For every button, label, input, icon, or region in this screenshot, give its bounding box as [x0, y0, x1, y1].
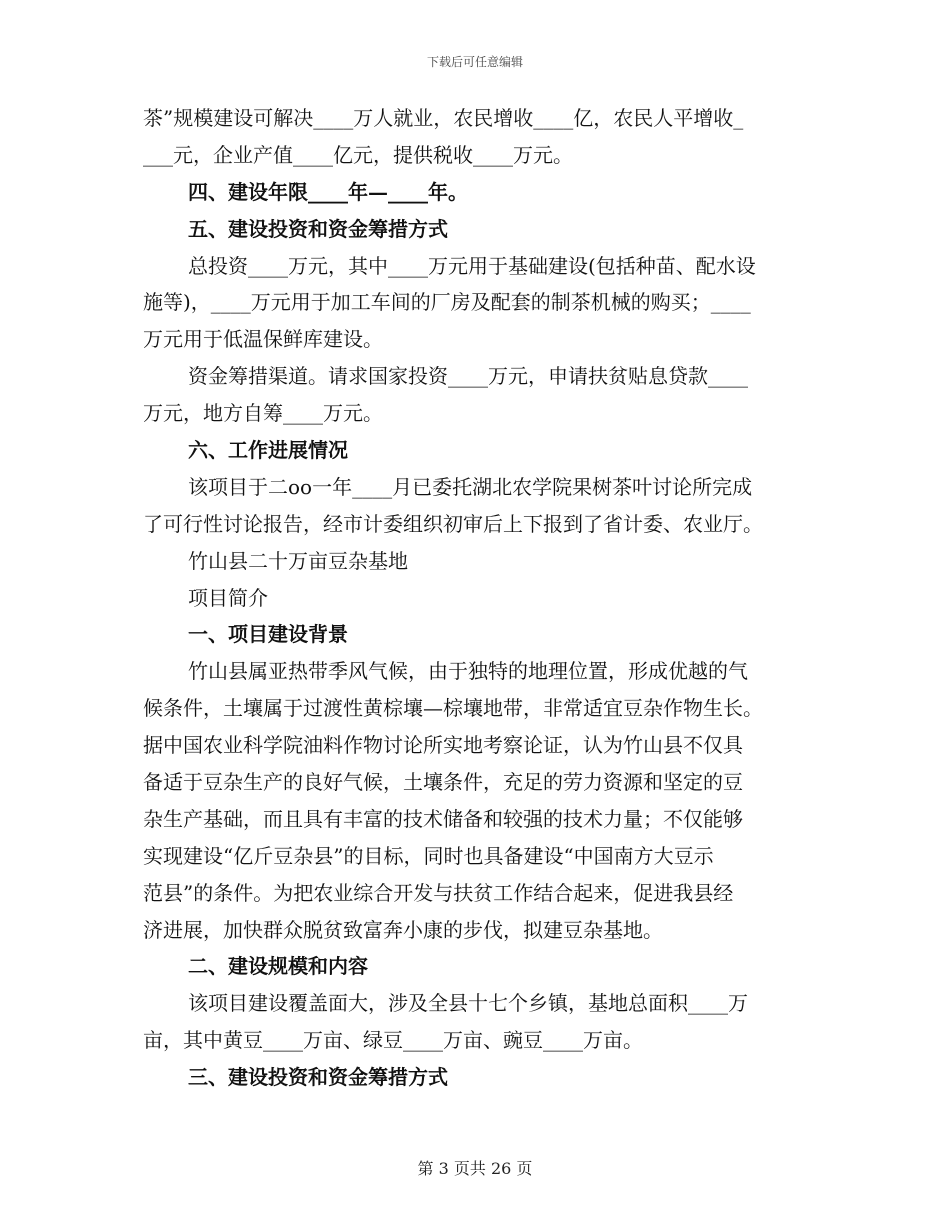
section-heading-line: 四、建设年限____年—____年。	[188, 179, 468, 204]
paragraph-line: 该项目于二oo一年____月已委托湖北农学院果树茶叶讨论所完成	[188, 474, 753, 499]
paragraph-line: 该项目建设覆盖面大，涉及全县十七个乡镇，基地总面积____万	[188, 991, 748, 1016]
paragraph-line: 万元用于低温保鲜库建设。	[143, 327, 383, 352]
paragraph-line: 亩，其中黄豆____万亩、绿豆____万亩、豌豆____万亩。	[143, 1028, 643, 1053]
paragraph-line: 项目简介	[188, 585, 268, 610]
paragraph-line: 杂生产基础，而且具有丰富的技术储备和较强的技术力量；不仅能够	[143, 806, 743, 831]
paragraph-line: 据中国农业科学院油料作物讨论所实地考察论证，认为竹山县不仅具	[143, 733, 743, 758]
paragraph-line: 备适于豆杂生产的良好气候，土壤条件，充足的劳力资源和坚定的豆	[143, 770, 743, 795]
paragraph-line: 茶”规模建设可解决____万人就业，农民增收____亿，农民人平增收_	[143, 106, 744, 130]
paragraph-line: 范县”的条件。为把农业综合开发与扶贫工作结合起来，促进我县经	[143, 880, 734, 905]
paragraph-line: 了可行性讨论报告，经市计委组织初审后上下报到了省计委、农业厅。	[143, 511, 763, 536]
page-footer: 第 3 页共 26 页	[417, 1159, 533, 1178]
paragraph-line: 竹山县二十万亩豆杂基地	[188, 548, 408, 573]
section-heading-line: 六、工作进展情况	[188, 438, 348, 463]
document-body	[143, 100, 808, 1096]
page-header: 下载后可任意编辑	[426, 55, 523, 69]
paragraph-line: 资金筹措渠道。请求国家投资____万元，申请扶贫贴息贷款____	[188, 364, 748, 389]
paragraph-line: 竹山县属亚热带季风气候，由于独特的地理位置，形成优越的气	[188, 659, 748, 684]
paragraph-line: 万元，地方自筹____万元。	[143, 401, 383, 426]
paragraph-line: 实现建设“亿斤豆杂县”的目标，同时也具备建设“中国南方大豆示	[143, 843, 714, 868]
paragraph-line: 施等)，____万元用于加工车间的厂房及配套的制茶机械的购买；____	[143, 290, 751, 315]
section-heading-line: 五、建设投资和资金筹措方式	[188, 216, 448, 241]
section-heading-line: 三、建设投资和资金筹措方式	[188, 1065, 448, 1090]
paragraph-line: 候条件，土壤属于过渡性黄棕壤—棕壤地带，非常适宜豆杂作物生长。	[143, 696, 763, 721]
paragraph-line: 济进展，加快群众脱贫致富奔小康的步伐，拟建豆杂基地。	[143, 917, 663, 942]
section-heading-line: 一、项目建设背景	[188, 622, 348, 647]
paragraph-line: ___元，企业产值____亿元，提供税收____万元。	[143, 142, 573, 167]
section-heading-line: 二、建设规模和内容	[188, 954, 368, 979]
paragraph-line: 总投资____万元，其中____万元用于基础建设(包括种苗、配水设	[188, 253, 756, 278]
